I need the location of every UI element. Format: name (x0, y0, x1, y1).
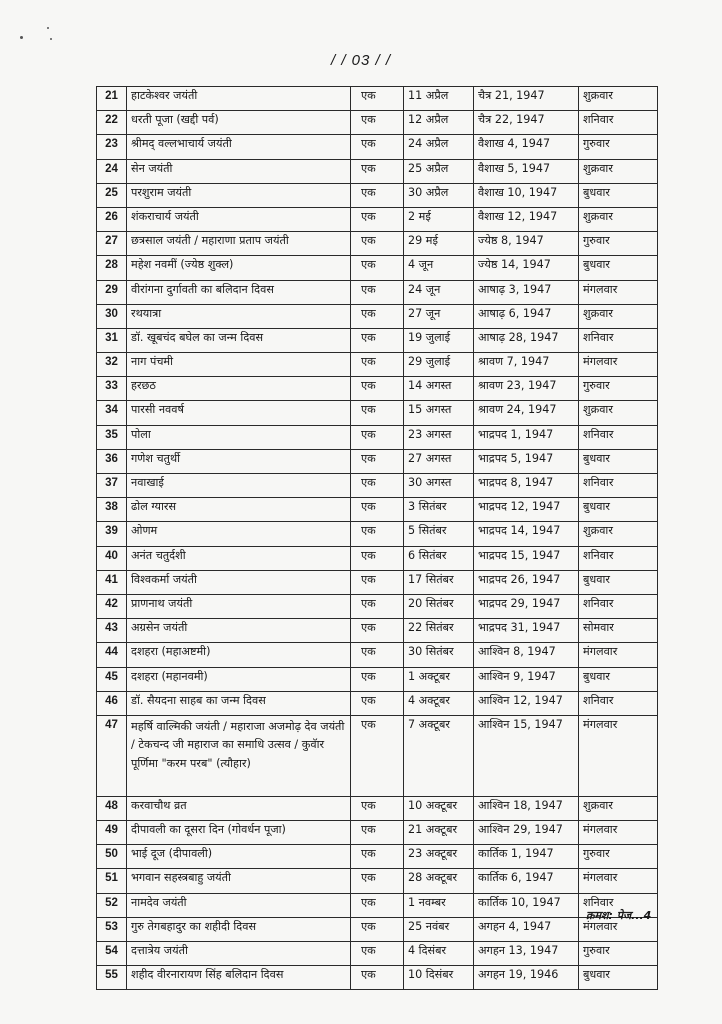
serial-number-cell: 46 (97, 691, 127, 715)
days-count-cell: एक (351, 256, 404, 280)
holiday-table-body (97, 87, 658, 990)
holiday-name-cell: भगवान सहस्त्रबाहु जयंती (127, 869, 351, 893)
serial-number-cell: 43 (97, 619, 127, 643)
weekday-cell: शनिवार (579, 893, 658, 917)
weekday-cell: गुरुवार (579, 377, 658, 401)
gregorian-date-cell: 19 जुलाई (404, 328, 474, 352)
table-row (97, 474, 658, 498)
saka-date-cell: चैत्र 21, 1947 (474, 87, 579, 111)
holiday-name-cell: प्राणनाथ जयंती (127, 594, 351, 618)
gregorian-date-cell: 10 दिसंबर (404, 966, 474, 990)
days-count-cell: एक (351, 570, 404, 594)
table-row (97, 522, 658, 546)
table-row (97, 594, 658, 618)
gregorian-date-cell: 21 अक्टूबर (404, 821, 474, 845)
holiday-name-cell: शहीद वीरनारायण सिंह बलिदान दिवस (127, 966, 351, 990)
gregorian-date-cell: 24 जून (404, 280, 474, 304)
holiday-name-cell: दशहरा (महानवमी) (127, 667, 351, 691)
serial-number-cell: 45 (97, 667, 127, 691)
serial-number-cell: 32 (97, 353, 127, 377)
table-row (97, 449, 658, 473)
holiday-name-cell: नवाखाई (127, 474, 351, 498)
weekday-cell: शनिवार (579, 328, 658, 352)
table-row (97, 183, 658, 207)
weekday-cell: मंगलवार (579, 869, 658, 893)
table-row (97, 159, 658, 183)
days-count-cell: एक (351, 498, 404, 522)
gregorian-date-cell: 12 अप्रैल (404, 111, 474, 135)
holiday-name-cell: करवाचौथ व्रत (127, 796, 351, 820)
saka-date-cell: वैशाख 10, 1947 (474, 183, 579, 207)
table-row (97, 643, 658, 667)
gregorian-date-cell: 20 सितंबर (404, 594, 474, 618)
holiday-name-cell: अग्रसेन जयंती (127, 619, 351, 643)
table-row (97, 942, 658, 966)
saka-date-cell: भाद्रपद 8, 1947 (474, 474, 579, 498)
weekday-cell: शुक्रवार (579, 796, 658, 820)
days-count-cell: एक (351, 917, 404, 941)
days-count-cell: एक (351, 966, 404, 990)
serial-number-cell: 33 (97, 377, 127, 401)
holiday-name-cell: धरती पूजा (खद्दी पर्व) (127, 111, 351, 135)
weekday-cell: गुरुवार (579, 135, 658, 159)
days-count-cell: एक (351, 522, 404, 546)
weekday-cell: शुक्रवार (579, 207, 658, 231)
weekday-cell: मंगलवार (579, 280, 658, 304)
serial-number-cell: 55 (97, 966, 127, 990)
weekday-cell: शनिवार (579, 111, 658, 135)
holiday-name-cell: महेश नवमीं (ज्येष्ठ शुक्ल) (127, 256, 351, 280)
serial-number-cell: 53 (97, 917, 127, 941)
saka-date-cell: आश्विन 18, 1947 (474, 796, 579, 820)
weekday-cell: शुक्रवार (579, 159, 658, 183)
table-row (97, 304, 658, 328)
table-row (97, 869, 658, 893)
gregorian-date-cell: 23 अक्टूबर (404, 845, 474, 869)
gregorian-date-cell: 27 जून (404, 304, 474, 328)
saka-date-cell: ज्येष्ठ 14, 1947 (474, 256, 579, 280)
days-count-cell: एक (351, 715, 404, 796)
saka-date-cell: कार्तिक 1, 1947 (474, 845, 579, 869)
days-count-cell: एक (351, 474, 404, 498)
weekday-cell: शनिवार (579, 691, 658, 715)
table-row (97, 377, 658, 401)
days-count-cell: एक (351, 159, 404, 183)
table-row (97, 87, 658, 111)
gregorian-date-cell: 15 अगस्त (404, 401, 474, 425)
serial-number-cell: 27 (97, 232, 127, 256)
serial-number-cell: 37 (97, 474, 127, 498)
serial-number-cell: 49 (97, 821, 127, 845)
holiday-name-cell: शंकराचार्य जयंती (127, 207, 351, 231)
holiday-name-cell: विश्वकर्मा जयंती (127, 570, 351, 594)
holiday-table (96, 86, 658, 990)
days-count-cell: एक (351, 304, 404, 328)
days-count-cell: एक (351, 691, 404, 715)
holiday-name-cell: दशहरा (महाअष्टमी) (127, 643, 351, 667)
holiday-name-cell: रथयात्रा (127, 304, 351, 328)
gregorian-date-cell: 22 सितंबर (404, 619, 474, 643)
days-count-cell: एक (351, 643, 404, 667)
gregorian-date-cell: 4 दिसंबर (404, 942, 474, 966)
serial-number-cell: 36 (97, 449, 127, 473)
serial-number-cell: 40 (97, 546, 127, 570)
saka-date-cell: आश्विन 8, 1947 (474, 643, 579, 667)
table-row (97, 135, 658, 159)
days-count-cell: एक (351, 111, 404, 135)
saka-date-cell: आषाढ़ 3, 1947 (474, 280, 579, 304)
saka-date-cell: श्रावण 23, 1947 (474, 377, 579, 401)
saka-date-cell: भाद्रपद 15, 1947 (474, 546, 579, 570)
saka-date-cell: भाद्रपद 5, 1947 (474, 449, 579, 473)
gregorian-date-cell: 7 अक्टूबर (404, 715, 474, 796)
holiday-name-cell: ढोल ग्यारस (127, 498, 351, 522)
days-count-cell: एक (351, 135, 404, 159)
table-row (97, 845, 658, 869)
serial-number-cell: 52 (97, 893, 127, 917)
saka-date-cell: आषाढ़ 28, 1947 (474, 328, 579, 352)
weekday-cell: शनिवार (579, 546, 658, 570)
weekday-cell: बुधवार (579, 449, 658, 473)
holiday-name-cell: गणेश चतुर्थी (127, 449, 351, 473)
weekday-cell: मंगलवार (579, 917, 658, 941)
saka-date-cell: वैशाख 4, 1947 (474, 135, 579, 159)
days-count-cell: एक (351, 280, 404, 304)
saka-date-cell: आश्विन 29, 1947 (474, 821, 579, 845)
holiday-name-cell: छत्रसाल जयंती / महाराणा प्रताप जयंती (127, 232, 351, 256)
days-count-cell: एक (351, 87, 404, 111)
table-row (97, 232, 658, 256)
serial-number-cell: 41 (97, 570, 127, 594)
holiday-name-cell: पारसी नववर्ष (127, 401, 351, 425)
serial-number-cell: 48 (97, 796, 127, 820)
weekday-cell: शुक्रवार (579, 401, 658, 425)
table-row (97, 715, 658, 796)
saka-date-cell: भाद्रपद 14, 1947 (474, 522, 579, 546)
gregorian-date-cell: 25 नवंबर (404, 917, 474, 941)
saka-date-cell: अगहन 13, 1947 (474, 942, 579, 966)
gregorian-date-cell: 30 अप्रैल (404, 183, 474, 207)
table-row (97, 353, 658, 377)
table-row (97, 570, 658, 594)
serial-number-cell: 29 (97, 280, 127, 304)
serial-number-cell: 21 (97, 87, 127, 111)
days-count-cell: एक (351, 942, 404, 966)
holiday-name-cell: नामदेव जयंती (127, 893, 351, 917)
weekday-cell: शनिवार (579, 425, 658, 449)
scan-speck (50, 38, 52, 40)
serial-number-cell: 25 (97, 183, 127, 207)
serial-number-cell: 39 (97, 522, 127, 546)
table-row (97, 328, 658, 352)
gregorian-date-cell: 4 जून (404, 256, 474, 280)
serial-number-cell: 47 (97, 715, 127, 796)
saka-date-cell: अगहन 4, 1947 (474, 917, 579, 941)
days-count-cell: एक (351, 449, 404, 473)
saka-date-cell: ज्येष्ठ 8, 1947 (474, 232, 579, 256)
saka-date-cell: वैशाख 12, 1947 (474, 207, 579, 231)
saka-date-cell: आश्विन 12, 1947 (474, 691, 579, 715)
saka-date-cell: आश्विन 9, 1947 (474, 667, 579, 691)
gregorian-date-cell: 2 मई (404, 207, 474, 231)
serial-number-cell: 34 (97, 401, 127, 425)
days-count-cell: एक (351, 232, 404, 256)
holiday-name-cell: परशुराम जयंती (127, 183, 351, 207)
gregorian-date-cell: 24 अप्रैल (404, 135, 474, 159)
days-count-cell: एक (351, 377, 404, 401)
table-row (97, 546, 658, 570)
table-row (97, 821, 658, 845)
gregorian-date-cell: 25 अप्रैल (404, 159, 474, 183)
gregorian-date-cell: 4 अक्टूबर (404, 691, 474, 715)
days-count-cell: एक (351, 401, 404, 425)
gregorian-date-cell: 6 सितंबर (404, 546, 474, 570)
weekday-cell: शुक्रवार (579, 522, 658, 546)
holiday-name-cell: दत्तात्रेय जयंती (127, 942, 351, 966)
days-count-cell: एक (351, 796, 404, 820)
weekday-cell: शुक्रवार (579, 304, 658, 328)
gregorian-date-cell: 1 नवम्बर (404, 893, 474, 917)
table-row (97, 966, 658, 990)
serial-number-cell: 38 (97, 498, 127, 522)
continued-note: क्रमश: पेज...4 (586, 909, 652, 922)
weekday-cell: मंगलवार (579, 643, 658, 667)
saka-date-cell: भाद्रपद 1, 1947 (474, 425, 579, 449)
serial-number-cell: 35 (97, 425, 127, 449)
holiday-name-cell: डॉ. खूबचंद बघेल का जन्म दिवस (127, 328, 351, 352)
weekday-cell: बुधवार (579, 256, 658, 280)
holiday-name-cell: महर्षि वाल्मिकी जयंती / महाराजा अजमोढ़ देव जयंती / टेकचन्द जी महाराज का समाधि उत्सव / कुवॅार पूर्णिमा "करम परब" (त्यौहार) (127, 715, 351, 796)
weekday-cell: बुधवार (579, 667, 658, 691)
days-count-cell: एक (351, 821, 404, 845)
page-number: / / 03 / / (330, 52, 392, 69)
gregorian-date-cell: 11 अप्रैल (404, 87, 474, 111)
holiday-name-cell: डॉ. सैयदना साहब का जन्म दिवस (127, 691, 351, 715)
saka-date-cell: भाद्रपद 12, 1947 (474, 498, 579, 522)
days-count-cell: एक (351, 893, 404, 917)
serial-number-cell: 24 (97, 159, 127, 183)
saka-date-cell: भाद्रपद 29, 1947 (474, 594, 579, 618)
table-row (97, 893, 658, 917)
gregorian-date-cell: 1 अक्टूबर (404, 667, 474, 691)
weekday-cell: गुरुवार (579, 942, 658, 966)
scan-speck (20, 36, 23, 39)
serial-number-cell: 28 (97, 256, 127, 280)
scan-speck (47, 27, 49, 29)
gregorian-date-cell: 5 सितंबर (404, 522, 474, 546)
weekday-cell: सोमवार (579, 619, 658, 643)
saka-date-cell: अगहन 19, 1946 (474, 966, 579, 990)
gregorian-date-cell: 14 अगस्त (404, 377, 474, 401)
holiday-name-cell: भाई दूज (दीपावली) (127, 845, 351, 869)
days-count-cell: एक (351, 425, 404, 449)
saka-date-cell: कार्तिक 6, 1947 (474, 869, 579, 893)
serial-number-cell: 23 (97, 135, 127, 159)
gregorian-date-cell: 10 अक्टूबर (404, 796, 474, 820)
days-count-cell: एक (351, 667, 404, 691)
days-count-cell: एक (351, 869, 404, 893)
gregorian-date-cell: 28 अक्टूबर (404, 869, 474, 893)
gregorian-date-cell: 17 सितंबर (404, 570, 474, 594)
table-row (97, 280, 658, 304)
table-row (97, 425, 658, 449)
table-row (97, 667, 658, 691)
saka-date-cell: भाद्रपद 31, 1947 (474, 619, 579, 643)
saka-date-cell: आषाढ़ 6, 1947 (474, 304, 579, 328)
table-row (97, 207, 658, 231)
holiday-name-cell: ओणम (127, 522, 351, 546)
gregorian-date-cell: 23 अगस्त (404, 425, 474, 449)
weekday-cell: बुधवार (579, 183, 658, 207)
saka-date-cell: श्रावण 7, 1947 (474, 353, 579, 377)
weekday-cell: शुक्रवार (579, 87, 658, 111)
gregorian-date-cell: 30 अगस्त (404, 474, 474, 498)
days-count-cell: एक (351, 546, 404, 570)
serial-number-cell: 50 (97, 845, 127, 869)
weekday-cell: शनिवार (579, 474, 658, 498)
holiday-name-cell: गुरु तेगबहादुर का शहीदी दिवस (127, 917, 351, 941)
holiday-name-cell: अनंत चतुर्दशी (127, 546, 351, 570)
serial-number-cell: 44 (97, 643, 127, 667)
serial-number-cell: 26 (97, 207, 127, 231)
gregorian-date-cell: 29 जुलाई (404, 353, 474, 377)
weekday-cell: बुधवार (579, 966, 658, 990)
gregorian-date-cell: 27 अगस्त (404, 449, 474, 473)
serial-number-cell: 31 (97, 328, 127, 352)
saka-date-cell: आश्विन 15, 1947 (474, 715, 579, 796)
serial-number-cell: 54 (97, 942, 127, 966)
days-count-cell: एक (351, 207, 404, 231)
days-count-cell: एक (351, 353, 404, 377)
table-row (97, 917, 658, 941)
days-count-cell: एक (351, 845, 404, 869)
table-row (97, 498, 658, 522)
table-row (97, 111, 658, 135)
table-row (97, 796, 658, 820)
saka-date-cell: वैशाख 5, 1947 (474, 159, 579, 183)
saka-date-cell: श्रावण 24, 1947 (474, 401, 579, 425)
holiday-name-cell: वीरांगना दुर्गावती का बलिदान दिवस (127, 280, 351, 304)
weekday-cell: गुरुवार (579, 845, 658, 869)
days-count-cell: एक (351, 594, 404, 618)
holiday-name-cell: हरछठ (127, 377, 351, 401)
gregorian-date-cell: 29 मई (404, 232, 474, 256)
holiday-name-cell: हाटकेश्वर जयंती (127, 87, 351, 111)
holiday-name-cell: पोला (127, 425, 351, 449)
serial-number-cell: 30 (97, 304, 127, 328)
serial-number-cell: 22 (97, 111, 127, 135)
gregorian-date-cell: 3 सितंबर (404, 498, 474, 522)
table-row (97, 401, 658, 425)
gregorian-date-cell: 30 सितंबर (404, 643, 474, 667)
table-row (97, 256, 658, 280)
holiday-name-cell: श्रीमद् वल्लभाचार्य जयंती (127, 135, 351, 159)
serial-number-cell: 42 (97, 594, 127, 618)
saka-date-cell: कार्तिक 10, 1947 (474, 893, 579, 917)
holiday-name-cell: नाग पंचमी (127, 353, 351, 377)
weekday-cell: मंगलवार (579, 821, 658, 845)
saka-date-cell: चैत्र 22, 1947 (474, 111, 579, 135)
days-count-cell: एक (351, 619, 404, 643)
table-row (97, 691, 658, 715)
weekday-cell: मंगलवार (579, 715, 658, 796)
weekday-cell: बुधवार (579, 498, 658, 522)
days-count-cell: एक (351, 328, 404, 352)
table-row (97, 619, 658, 643)
weekday-cell: बुधवार (579, 570, 658, 594)
holiday-name-cell: सेन जयंती (127, 159, 351, 183)
saka-date-cell: भाद्रपद 26, 1947 (474, 570, 579, 594)
weekday-cell: मंगलवार (579, 353, 658, 377)
weekday-cell: शनिवार (579, 594, 658, 618)
days-count-cell: एक (351, 183, 404, 207)
serial-number-cell: 51 (97, 869, 127, 893)
holiday-name-cell: दीपावली का दूसरा दिन (गोवर्धन पूजा) (127, 821, 351, 845)
weekday-cell: गुरुवार (579, 232, 658, 256)
